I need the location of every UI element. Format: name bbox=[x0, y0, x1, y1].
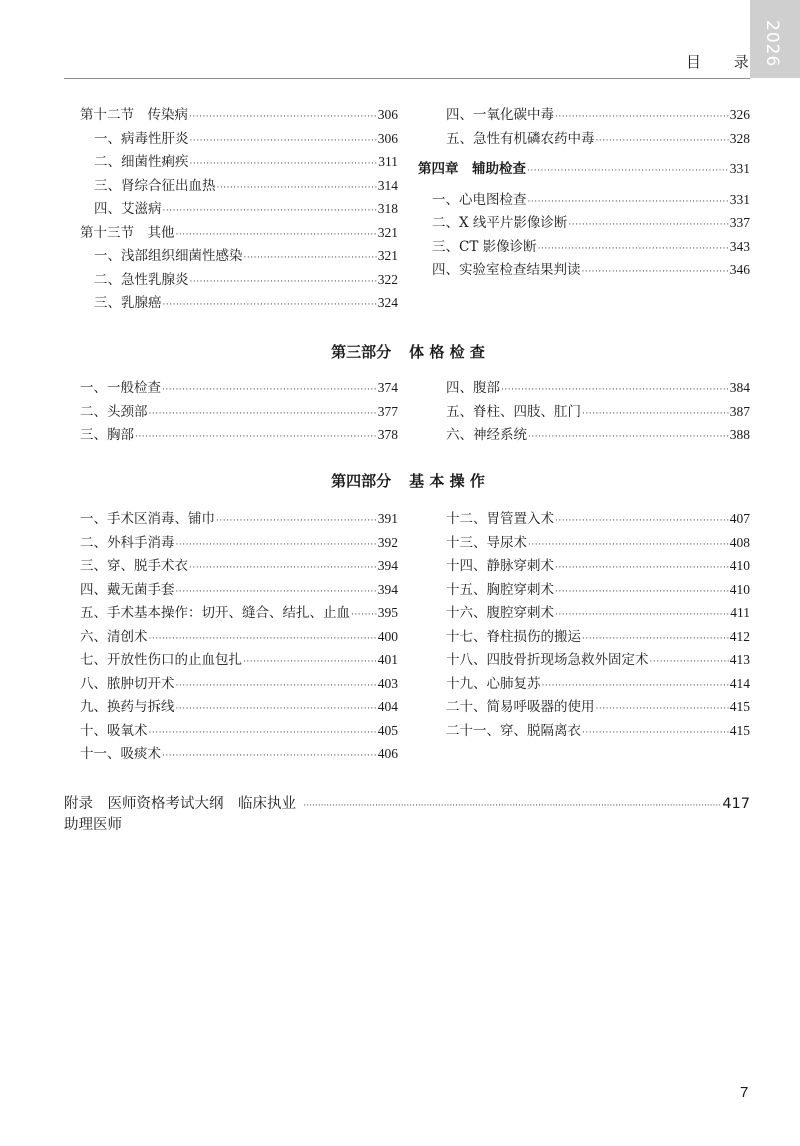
dot-leader bbox=[135, 432, 377, 442]
toc-entry-title: 二十、简易呼吸器的使用 bbox=[446, 699, 595, 715]
toc-entry[interactable] bbox=[80, 648, 398, 672]
dot-leader bbox=[176, 681, 377, 691]
toc-entry-title: 七、开放性伤口的止血包扎 bbox=[80, 652, 242, 668]
toc-entry-page: 415 bbox=[729, 722, 750, 738]
dot-leader bbox=[190, 136, 377, 146]
toc-entry-title: 四、实验室检查结果判读 bbox=[432, 262, 581, 278]
dot-leader bbox=[149, 728, 377, 738]
toc-entry[interactable] bbox=[446, 507, 750, 531]
toc-entry-page: 318 bbox=[377, 201, 398, 216]
toc-entry-title: 一、病毒性肝炎 bbox=[94, 130, 189, 147]
toc-entry[interactable] bbox=[80, 554, 398, 578]
page-number: 7 bbox=[740, 1084, 749, 1101]
toc-entry[interactable] bbox=[80, 376, 398, 400]
dot-leader bbox=[244, 253, 377, 263]
dot-leader bbox=[582, 634, 729, 644]
toc-entry-page: 407 bbox=[729, 511, 750, 526]
toc-entry-page: 392 bbox=[377, 534, 398, 550]
toc-entry-title: 四、一氧化碳中毒 bbox=[446, 107, 554, 123]
toc-entry-page: 314 bbox=[377, 177, 398, 193]
part3-name: 体 格 检 查 bbox=[409, 343, 485, 361]
toc-column-part3-right bbox=[446, 376, 750, 447]
toc-entry-page: 408 bbox=[729, 534, 750, 550]
toc-entry[interactable] bbox=[80, 578, 398, 602]
toc-entry-title: 十五、胸腔穿刺术 bbox=[446, 581, 554, 598]
toc-entry-title: 三、胸部 bbox=[80, 427, 134, 443]
dot-leader bbox=[162, 385, 377, 395]
dot-leader bbox=[162, 751, 377, 761]
toc-entry-title: 二、急性乳腺炎 bbox=[94, 271, 189, 288]
toc-entry[interactable] bbox=[80, 742, 398, 766]
toc-entry-page: 394 bbox=[377, 558, 398, 573]
dot-leader bbox=[582, 409, 729, 419]
toc-entry[interactable] bbox=[80, 672, 398, 696]
dot-leader bbox=[555, 610, 729, 620]
toc-entry-title: 第十二节 传染病 bbox=[80, 107, 188, 123]
dot-leader bbox=[582, 728, 729, 738]
toc-entry-title: 十三、导尿术 bbox=[446, 534, 527, 551]
toc-entry-page: 403 bbox=[377, 675, 398, 691]
dot-leader bbox=[538, 244, 729, 254]
part3-label: 第三部分 bbox=[331, 343, 392, 361]
toc-entry-title: 三、乳腺癌 bbox=[94, 295, 162, 311]
dot-leader bbox=[243, 657, 377, 667]
toc-column-top-right bbox=[418, 103, 750, 282]
toc-entry[interactable] bbox=[446, 648, 750, 672]
toc-entry-title: 十四、静脉穿刺术 bbox=[446, 558, 554, 574]
toc-section-entry[interactable] bbox=[80, 103, 398, 127]
toc-entry[interactable] bbox=[418, 188, 750, 212]
part4-title bbox=[0, 470, 800, 491]
toc-entry-title: 四、戴无菌手套 bbox=[80, 581, 175, 598]
toc-entry-title: 一、手术区消毒、铺巾 bbox=[80, 511, 215, 527]
toc-entry-page: 331 bbox=[729, 161, 750, 176]
toc-entry[interactable] bbox=[80, 423, 398, 447]
toc-entry-page: 410 bbox=[729, 581, 750, 597]
toc-entry[interactable] bbox=[80, 719, 398, 743]
toc-entry-title: 三、CT 影像诊断 bbox=[432, 238, 537, 255]
toc-entry[interactable] bbox=[80, 244, 398, 268]
toc-entry-page: 406 bbox=[377, 746, 398, 761]
toc-column-part3-left bbox=[80, 376, 398, 447]
dot-leader bbox=[303, 801, 720, 811]
toc-entry[interactable] bbox=[80, 174, 398, 198]
toc-entry[interactable] bbox=[446, 400, 750, 424]
toc-section-entry[interactable] bbox=[80, 221, 398, 245]
toc-entry-page: 414 bbox=[729, 675, 750, 691]
toc-entry[interactable] bbox=[446, 531, 750, 555]
toc-entry[interactable] bbox=[80, 400, 398, 424]
toc-entry-page: 328 bbox=[729, 130, 750, 146]
toc-entry-page: 326 bbox=[729, 107, 750, 122]
dot-leader bbox=[501, 385, 729, 395]
dot-leader bbox=[555, 112, 729, 122]
dot-leader bbox=[217, 183, 377, 193]
toc-chapter-entry[interactable] bbox=[418, 157, 750, 181]
dot-leader bbox=[528, 540, 729, 550]
toc-entry-page: 401 bbox=[377, 652, 398, 667]
toc-entry-page: 378 bbox=[377, 427, 398, 442]
toc-entry-page: 324 bbox=[377, 295, 398, 310]
part3-title bbox=[0, 341, 800, 362]
toc-entry-page: 321 bbox=[377, 224, 398, 240]
toc-entry-title: 二、X 线平片影像诊断 bbox=[432, 215, 568, 231]
toc-entry-page: 415 bbox=[729, 699, 750, 714]
toc-entry-title: 二十一、穿、脱隔离衣 bbox=[446, 722, 581, 739]
header-rule bbox=[64, 78, 750, 79]
toc-column-part4-right bbox=[446, 507, 750, 742]
dot-leader bbox=[568, 220, 728, 230]
toc-entry-title: 四、腹部 bbox=[446, 380, 500, 396]
toc-entry-page: 306 bbox=[377, 107, 398, 122]
toc-entry[interactable] bbox=[418, 127, 750, 151]
toc-entry[interactable] bbox=[446, 554, 750, 578]
toc-column-part4-left bbox=[80, 507, 398, 766]
toc-entry[interactable] bbox=[80, 268, 398, 292]
toc-entry-page: 374 bbox=[377, 380, 398, 395]
dot-leader bbox=[149, 634, 377, 644]
toc-entry[interactable] bbox=[446, 625, 750, 649]
toc-entry-title: 一、心电图检查 bbox=[432, 191, 527, 208]
dot-leader bbox=[176, 704, 377, 714]
toc-entry-title: 十七、脊柱损伤的搬运 bbox=[446, 628, 581, 645]
toc-entry-page: 404 bbox=[377, 699, 398, 714]
toc-entry[interactable] bbox=[418, 235, 750, 259]
dot-leader bbox=[528, 432, 729, 442]
dot-leader bbox=[190, 277, 377, 287]
toc-column-top-left bbox=[80, 103, 398, 315]
toc-entry-title: 十、吸氧术 bbox=[80, 722, 148, 739]
toc-entry[interactable] bbox=[446, 423, 750, 447]
dot-leader bbox=[163, 300, 377, 310]
toc-entry-page: 384 bbox=[729, 380, 750, 395]
toc-entry-page: 337 bbox=[729, 215, 750, 230]
toc-entry-title: 十六、腹腔穿刺术 bbox=[446, 605, 554, 621]
toc-entry[interactable] bbox=[446, 601, 750, 625]
toc-entry-title: 五、急性有机磷农药中毒 bbox=[446, 130, 595, 147]
toc-entry-page: 411 bbox=[730, 605, 750, 620]
part4-label: 第四部分 bbox=[331, 472, 392, 490]
dot-leader bbox=[216, 516, 377, 526]
toc-entry-title: 十二、胃管置入术 bbox=[446, 511, 554, 527]
toc-entry-page: 377 bbox=[377, 403, 398, 419]
dot-leader bbox=[189, 563, 377, 573]
dot-leader bbox=[582, 267, 729, 277]
toc-entry-page: 405 bbox=[377, 722, 398, 738]
dot-leader bbox=[528, 197, 729, 207]
toc-entry-page: 388 bbox=[729, 427, 750, 442]
toc-entry-title: 二、细菌性痢疾 bbox=[94, 154, 189, 170]
toc-entry-title: 十九、心肺复苏 bbox=[446, 675, 541, 692]
toc-entry-page: 412 bbox=[729, 628, 750, 644]
toc-entry[interactable] bbox=[418, 211, 750, 235]
toc-entry-title: 三、穿、脱手术衣 bbox=[80, 558, 188, 574]
dot-leader bbox=[555, 587, 729, 597]
dot-leader bbox=[527, 166, 729, 176]
toc-entry[interactable] bbox=[80, 625, 398, 649]
toc-entry[interactable] bbox=[80, 127, 398, 151]
toc-entry-title: 八、脓肿切开术 bbox=[80, 675, 175, 692]
toc-entry-title: 十八、四肢骨折现场急救外固定术 bbox=[446, 652, 649, 668]
toc-entry-title: 二、头颈部 bbox=[80, 403, 148, 420]
dot-leader bbox=[176, 540, 377, 550]
toc-entry-page: 311 bbox=[378, 154, 398, 169]
toc-entry-title: 第四章 辅助检查 bbox=[418, 161, 526, 177]
toc-entry-page: 321 bbox=[377, 248, 398, 263]
toc-entry-title: 二、外科手消毒 bbox=[80, 534, 175, 551]
toc-entry[interactable] bbox=[446, 719, 750, 743]
dot-leader bbox=[555, 563, 729, 573]
toc-entry-title: 一、一般检查 bbox=[80, 380, 161, 396]
dot-leader bbox=[190, 159, 378, 169]
toc-entry-page: 413 bbox=[729, 652, 750, 667]
toc-entry-page: 410 bbox=[729, 558, 750, 573]
dot-leader bbox=[189, 112, 377, 122]
toc-entry[interactable] bbox=[418, 103, 750, 127]
toc-entry-page: 346 bbox=[729, 262, 750, 277]
part4-name: 基 本 操 作 bbox=[409, 472, 485, 490]
toc-entry-page: 343 bbox=[729, 238, 750, 254]
dot-leader bbox=[176, 230, 377, 240]
toc-entry-title: 十一、吸痰术 bbox=[80, 746, 161, 762]
toc-entry-title: 四、艾滋病 bbox=[94, 201, 162, 217]
dot-leader bbox=[596, 704, 729, 714]
dot-leader bbox=[555, 516, 729, 526]
toc-entry-title: 五、脊柱、四肢、肛门 bbox=[446, 403, 581, 420]
toc-entry-page: 331 bbox=[729, 191, 750, 207]
toc-entry-title: 三、肾综合征出血热 bbox=[94, 177, 216, 194]
toc-appendix-entry[interactable] bbox=[64, 792, 750, 834]
toc-entry-page: 322 bbox=[377, 271, 398, 287]
toc-entry-page: 400 bbox=[377, 628, 398, 644]
toc-entry-page: 391 bbox=[377, 511, 398, 526]
toc-entry[interactable] bbox=[80, 531, 398, 555]
dot-leader bbox=[542, 681, 729, 691]
toc-entry[interactable] bbox=[446, 672, 750, 696]
dot-leader bbox=[163, 206, 377, 216]
toc-entry-title: 六、清创术 bbox=[80, 628, 148, 645]
toc-entry-title: 一、浅部组织细菌性感染 bbox=[94, 248, 243, 264]
toc-entry[interactable] bbox=[80, 695, 398, 719]
toc-entry[interactable] bbox=[446, 578, 750, 602]
toc-entry[interactable] bbox=[80, 601, 398, 625]
toc-entry[interactable] bbox=[80, 291, 398, 315]
dot-leader bbox=[176, 587, 377, 597]
toc-entry-page: 387 bbox=[729, 403, 750, 419]
toc-entry[interactable] bbox=[418, 258, 750, 282]
appendix-page: 417 bbox=[722, 796, 750, 812]
header-title: 目 录 bbox=[686, 53, 763, 71]
toc-entry-page: 394 bbox=[377, 581, 398, 597]
toc-entry[interactable] bbox=[446, 695, 750, 719]
toc-entry-page: 395 bbox=[377, 605, 398, 620]
toc-entry[interactable] bbox=[446, 376, 750, 400]
dot-leader bbox=[351, 610, 377, 620]
year-tab-label: 2026 bbox=[762, 20, 782, 68]
toc-entry-page: 306 bbox=[377, 130, 398, 146]
toc-entry-title: 六、神经系统 bbox=[446, 427, 527, 443]
toc-entry[interactable] bbox=[80, 150, 398, 174]
toc-entry-title: 第十三节 其他 bbox=[80, 224, 175, 241]
toc-entry-title: 五、手术基本操作：切开、缝合、结扎、止血 bbox=[80, 605, 350, 621]
dot-leader bbox=[149, 409, 377, 419]
dot-leader bbox=[650, 657, 729, 667]
toc-entry[interactable] bbox=[80, 507, 398, 531]
toc-entry-title: 九、换药与拆线 bbox=[80, 699, 175, 715]
toc-entry[interactable] bbox=[80, 197, 398, 221]
appendix-title: 附录 医师资格考试大纲 临床执业助理医师 bbox=[64, 796, 296, 833]
dot-leader bbox=[596, 136, 729, 146]
